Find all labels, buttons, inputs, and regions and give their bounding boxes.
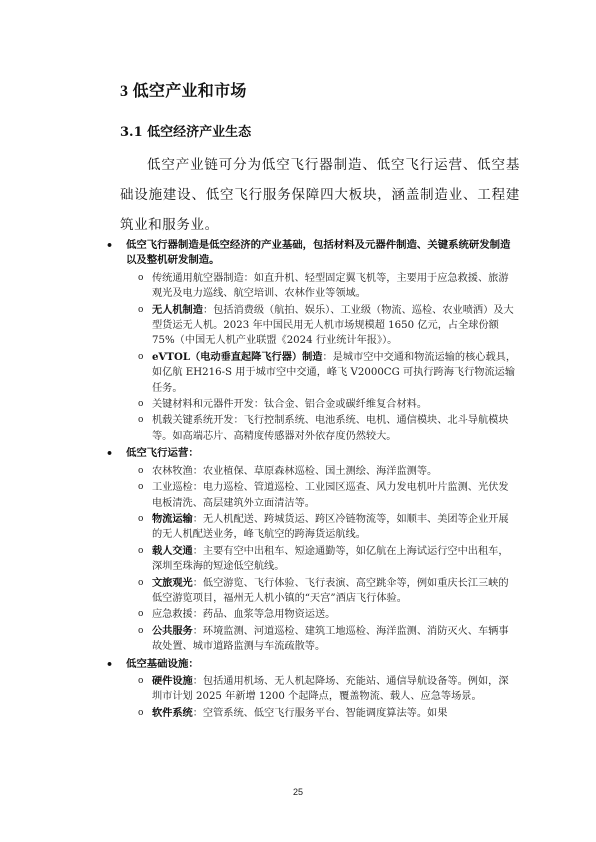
- sub-bullet-text: ：包括通用机场、无人机起降场、充能站、通信导航设备等。例如，深圳市计划 2025 年新增 1200 个起降点，覆盖物流、载人、应急等场景。: [152, 675, 509, 703]
- sub-bullet-item: [126, 624, 516, 655]
- sub-bullet-item: [126, 350, 516, 396]
- hollow-bullet-icon: o: [138, 513, 144, 524]
- bullet-text: 低空飞行运营：: [126, 447, 199, 460]
- hollow-bullet-icon: o: [138, 465, 144, 476]
- hollow-bullet-icon: o: [138, 577, 144, 588]
- outline-list: [104, 238, 516, 723]
- sub-bullet-label: eVTOL（电动垂直起降飞行器）制造: [152, 350, 323, 363]
- sub-bullet-item: [126, 607, 516, 622]
- sub-bullet-text: ：空管系统、低空飞行服务平台、智能调度算法等。如果: [192, 707, 448, 719]
- sub-bullet-text: 农林牧渔：农业植保、草原森林巡检、国土测绘、海洋监测等。: [152, 465, 438, 477]
- bullet-text: 低空基础设施：: [126, 657, 199, 670]
- sub-bullet-item: [126, 413, 516, 444]
- sub-bullet-text: 工业巡检：电力巡检、管道巡检、工业园区巡查、风力发电机叶片监测、光伏发电板清洗、高层建筑外立面清洁等。: [152, 482, 509, 509]
- sub-list: [126, 674, 516, 721]
- bullet-dot-icon: •: [106, 239, 114, 252]
- sub-bullet-label: 文旅观光: [152, 576, 193, 589]
- sub-bullet-item: [126, 674, 516, 705]
- bullet-dot-icon: •: [106, 447, 114, 461]
- hollow-bullet-icon: o: [138, 609, 144, 620]
- sub-bullet-text: 传统通用航空器制造：如直升机、轻型固定翼飞机等，主要用于应急救援、旅游观光及电力巡线、航空培训、农林作业等领域。: [152, 272, 509, 300]
- sub-bullet-text: ：包括消费级（航拍、娱乐）、工业级（物流、巡检、农业喷洒）及大型货运无人机。2023 年中国民用无人机市场规模超 1650 亿元，占全球份额 75%（中国无人机产业联盟《2024 行业统计年报》）。: [152, 304, 514, 347]
- section-title: 3.1 低空经济产业生态: [120, 125, 252, 140]
- hollow-bullet-icon: o: [138, 415, 144, 426]
- chapter-title: 3 低空产业和市场: [120, 83, 247, 100]
- sub-bullet-text: ：低空游览、飞行体验、飞行表演、高空跳伞等，例如重庆长江三峡的低空游览项目，福州无人机小镇的“天宫”酒店飞行体验。: [152, 577, 509, 604]
- hollow-bullet-icon: o: [138, 545, 144, 556]
- bullet-item: [104, 238, 516, 444]
- sub-bullet-label: 软件系统: [152, 706, 193, 719]
- sub-list: [126, 464, 516, 655]
- sub-bullet-item: [126, 512, 516, 543]
- sub-bullet-text: ：无人机配送、跨城货运、跨区冷链物流等，如顺丰、美团等企业开展的无人机配送业务，峰飞航空的跨海货运航线。: [152, 513, 509, 541]
- sub-bullet-text: ：环境监测、河道巡检、建筑工地巡检、海洋监测、消防灭火、车辆事故处置、城市道路监测与车流疏散等。: [152, 625, 509, 653]
- hollow-bullet-icon: o: [138, 351, 144, 362]
- hollow-bullet-icon: o: [138, 675, 144, 686]
- sub-bullet-label: 公共服务: [152, 624, 193, 637]
- sub-bullet-item: [126, 397, 516, 412]
- bullet-item: [104, 657, 516, 722]
- intro-paragraph: 低空产业链可分为低空飞行器制造、低空飞行运营、低空基础设施建设、低空飞行服务保障四大板块，涵盖制造业、工程建筑业和服务业。: [120, 157, 520, 233]
- hollow-bullet-icon: o: [138, 399, 144, 410]
- sub-bullet-item: [126, 271, 516, 302]
- bullet-item: [104, 446, 516, 654]
- sub-bullet-item: [126, 303, 516, 349]
- sub-bullet-item: [126, 576, 516, 607]
- sub-bullet-item: [126, 544, 516, 575]
- hollow-bullet-icon: o: [138, 482, 144, 493]
- hollow-bullet-icon: o: [138, 625, 144, 636]
- hollow-bullet-icon: o: [138, 304, 144, 315]
- sub-list: [126, 271, 516, 444]
- page-number: 25: [292, 787, 303, 797]
- sub-bullet-text: ：主要有空中出租车、短途通勤等，如亿航在上海试运行空中出租车，深圳至珠海的短途低空航线。: [152, 545, 509, 573]
- sub-bullet-label: 载人交通: [152, 544, 193, 557]
- sub-bullet-text: 关键材料和元器件开发：钛合金、铝合金或碳纤维复合材料。: [152, 399, 428, 411]
- sub-bullet-item: [126, 480, 516, 511]
- sub-bullet-label: 无人机制造: [152, 303, 203, 316]
- hollow-bullet-icon: o: [138, 272, 144, 283]
- sub-bullet-item: [126, 464, 516, 479]
- sub-bullet-label: 物流运输: [152, 512, 193, 525]
- sub-bullet-text: 应急救援：药品、血浆等急用物资运送。: [152, 609, 336, 621]
- bullet-dot-icon: •: [106, 657, 114, 671]
- sub-bullet-item: [126, 706, 516, 721]
- bullet-text: 低空飞行器制造是低空经济的产业基础，包括材料及元器件制造、关键系统研发制造以及整机研发制造。: [126, 239, 511, 267]
- hollow-bullet-icon: o: [138, 707, 144, 718]
- sub-bullet-text: ：是城市空中交通和物流运输的核心载具，如亿航 EH216-S 用于城市空中交通，峰飞 V2000CG 可执行跨海飞行物流运输任务。: [152, 351, 517, 394]
- sub-bullet-label: 硬件设施: [152, 674, 193, 687]
- sub-bullet-text: 机载关键系统开发：飞行控制系统、电池系统、电机、通信模块、北斗导航模块等。如高端芯片、高精度传感器对外依存度仍然较大。: [152, 415, 509, 442]
